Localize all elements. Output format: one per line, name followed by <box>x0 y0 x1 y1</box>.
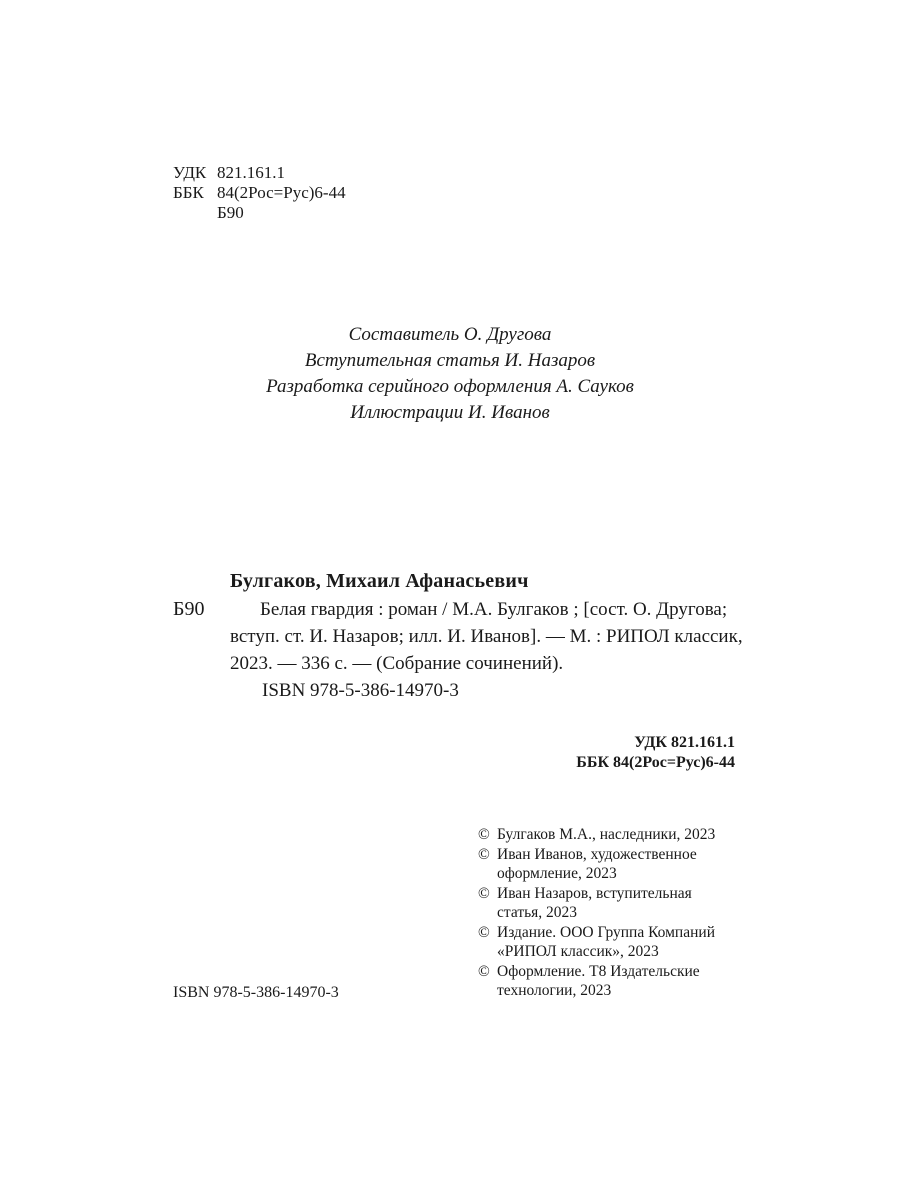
bbk-value: 84(2Рос=Рус)6-44 <box>217 183 346 202</box>
copyright-symbol: © <box>478 923 490 941</box>
copyright-item <box>478 845 738 884</box>
catalog-author: Булгаков, Михаил Афанасьевич <box>230 570 529 592</box>
credit-illustrations: Иллюстрации И. Иванов <box>350 402 550 423</box>
udk-value: 821.161.1 <box>217 163 285 182</box>
credit-series-design: Разработка серийного оформления А. Сауков <box>266 376 634 397</box>
author-code: Б90 <box>217 203 244 222</box>
classification-block-right <box>576 733 735 773</box>
copyright-text: Иван Иванов, художественное оформление, 2023 <box>497 845 697 882</box>
copyright-item <box>478 825 738 845</box>
credit-intro-article: Вступительная статья И. Назаров <box>304 350 596 371</box>
description-line: 2023. — 336 с. — (Собрание сочинений). <box>230 653 564 674</box>
copyright-text: Оформление. Т8 Издательские технологии, 2023 <box>497 962 700 999</box>
copyright-item <box>478 962 738 1001</box>
description-line: вступ. ст. И. Назаров; илл. И. Иванов]. — М. : РИПОЛ классик, <box>230 626 743 647</box>
classification-block-top <box>173 163 346 223</box>
copyright-item <box>478 923 738 962</box>
author-code-row <box>173 203 346 223</box>
bbk-row <box>173 183 346 203</box>
copyright-symbol: © <box>478 962 490 980</box>
copyright-symbol: © <box>478 845 490 863</box>
catalog-isbn: ISBN 978-5-386-14970-3 <box>262 680 459 701</box>
bbk-label: ББК <box>173 183 204 202</box>
copyright-item <box>478 884 738 923</box>
copyright-text: Издание. ООО Группа Компаний «РИПОЛ классик», 2023 <box>497 923 715 960</box>
udk-row <box>173 163 346 183</box>
description-line: Белая гвардия : роман / М.А. Булгаков ; [сост. О. Другова; <box>260 599 728 620</box>
credit-compiler: Составитель О. Другова <box>348 324 552 345</box>
udk-label: УДК <box>173 163 207 182</box>
catalog-code: Б90 <box>173 598 205 620</box>
copyright-text: Булгаков М.А., наследники, 2023 <box>497 826 716 843</box>
copyright-text: Иван Назаров, вступительная статья, 2023 <box>497 884 692 921</box>
copyright-symbol: © <box>478 826 490 843</box>
catalog-description <box>230 596 743 677</box>
udk-right: УДК 821.161.1 <box>634 734 735 751</box>
isbn-bottom: ISBN 978-5-386-14970-3 <box>173 984 339 1001</box>
copyright-list <box>478 825 738 1001</box>
copyright-symbol: © <box>478 884 490 902</box>
credits-block <box>0 322 900 426</box>
bbk-right: ББК 84(2Рос=Рус)6-44 <box>576 754 735 771</box>
